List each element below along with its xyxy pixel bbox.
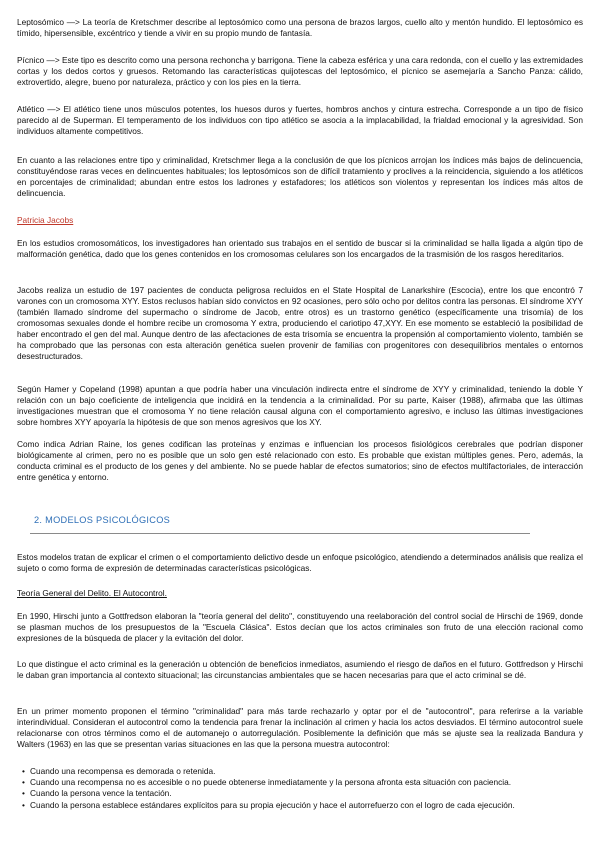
list-item: • Cuando una recompensa es demorada o retenida. (22, 766, 582, 777)
paragraph-hirschi: En 1990, Hirschi junto a Gottfredson elaboran la "teoría general del delito", constituyendo una reelaboración del control social de Hirschi de 1969, donde se plasman muchos de los presupuestos de la "Escuela Clásica". Estos decían que los actos criminales son fruto de una elección racional como expresiones de la búsqueda de placer y la evitación del dolor. (17, 611, 583, 643)
list-item: • Cuando la persona establece estándares explícitos para su propia ejecución y hace el autorrefuerzo con el logro de cada ejecución. (22, 800, 582, 811)
paragraph-distingue: Lo que distingue el acto criminal es la generación u obtención de beneficios inmediatos, asumiendo el riesgo de daños en el futuro. Gottfredson y Hirschi le daban gran importancia al contexto situacional; las circunstancias ambientales que se hacen necesarias para que el acto criminal se dé. (17, 659, 583, 680)
paragraph-relaciones: En cuanto a las relaciones entre tipo y criminalidad, Kretschmer llega a la conclusión de que los pícnicos arrojan los índices más bajos de delincuencia, constituyéndose raras veces en delincuentes habituales; los leptosómicos son de difícil tratamiento y proclives a la reincidencia, siguiendo a los atléticos en porcentajes de criminalidad; abundan entre estos los ladrones y estafadores; los atléticos son violentos y representan los índices más altos de delincuencia. (17, 155, 583, 198)
list-item: • Cuando la persona vence la tentación. (22, 788, 582, 799)
autocontrol-list (22, 766, 582, 811)
paragraph-cromosomaticos: En los estudios cromosomáticos, los investigadores han orientado sus trabajos en el sentido de buscar si la criminalidad se halla ligada a algún tipo de malformación genética, dado que los genes contenidos en los cromosomas celulares son los encargados de la trasmisión de los rasgos hereditarios. (17, 238, 583, 259)
heading-divider (30, 533, 530, 534)
paragraph-raine: Como indica Adrian Raine, los genes codifican las proteínas y enzimas e influencian los procesos fisiológicos cerebrales que podrían disponer biológicamente al crimen, pero no es posible que un solo gen esté relacionado con esto. Es probable que existan múltiples genes. Pero, además, la conducta criminal es el producto de los genes y del ambiente. No se puede hablar de efectos sumatorios; sino de efectos multifactoriales, de interacción entre genética y entorno. (17, 439, 583, 482)
section-heading: 2. MODELOS PSICOLÓGICOS (34, 515, 171, 525)
paragraph-primer-momento: En un primer momento proponen el término "criminalidad" para más tarde rechazarlo y optar por el de "autocontrol", para referirse a la variable interindividual. Consideran el autocontrol como la tendencia para frenar la inclinación al crimen y hacia los actos desviados. El término autocontrol suele relacionarse con otros términos como el de automanejo o autorregulación. Posiblemente la definición que más se ajuste sea la realizada Bandura y Walters (1963) en las que se presentan varias situaciones en las que la persona muestra autocontrol: (17, 706, 583, 749)
author-link[interactable]: Patricia Jacobs (17, 215, 74, 225)
paragraph-modelos-intro: Estos modelos tratan de explicar el crimen o el comportamiento delictivo desde un enfoque psicológico, atendiendo a determinados análisis que realiza el sujeto o como forma de expresión de determinadas características psicológicas. (17, 552, 583, 573)
list-item: • Cuando una recompensa no es accesible o no puede obtenerse inmediatamente y la persona afronta esta situación con paciencia. (22, 777, 582, 788)
paragraph-jacobs-estudio: Jacobs realiza un estudio de 197 pacientes de conducta peligrosa recluidos en el State Hospital de Lanarkshire (Escocia), entre los que encontró 7 varones con un cromosoma XYY. Estos reclusos habían sido convictos en 92 ocasiones, pero sólo ocho por delitos contra las personas. El síndrome XYY (también llamado síndrome del supermacho o síndrome de Jacob, entre otros) es un trastorno genético (específicamente una trisomía) de los cromosomas sexuales donde el hombre recibe un cromosoma Y extra, produciendo el cariotipo 47,XYY. En ese momento se estableció la posibilidad de haber encontrado el gen del mal. Aunque dentro de las afectaciones de esta trisomía se encuentra la propensión al comportamiento violento, también se ha comprobado que las personas con esta alteración genética suelen provenir de familias con progenitores con desequilibrios mentales o entornos desestructurados. (17, 285, 583, 361)
paragraph-hamer: Según Hamer y Copeland (1998) apuntan a que podría haber una vinculación indirecta entre el síndrome de XYY y criminalidad, teniendo la doble Y relación con un bajo coeficiente de inteligencia que incidirá en la tendencia a la criminalidad. Por su parte, Kaiser (1988), afirmaba que las últimas investigaciones muestran que el cromosoma Y no tiene relación causal alguna con el comportamiento agresivo, e incluso las últimas investigaciones sobre hombres XYY apoyaría la hipótesis de que son menos agresivos que los XY. (17, 384, 583, 427)
subheading: Teoría General del Delito. El Autocontrol. (17, 588, 167, 598)
paragraph-leptosomico: Leptosómico —> La teoría de Kretschmer describe al leptosómico como una persona de brazos largos, cuello alto y mentón hundido. El leptosómico es tímido, hipersensible, excéntrico y tiende a vivir en su propio mundo de fantasía. (17, 17, 583, 38)
paragraph-atletico: Atlético —> El atlético tiene unos músculos potentes, los huesos duros y fuertes, hombros anchos y cintura estrecha. Corresponde a un tipo de físico parecido al de Superman. El temperamento de los individuos con tipo atlético se asocia a la implacabilidad, la frialdad emocional y la agresividad. Son individuos altamente competitivos. (17, 104, 583, 136)
paragraph-picnico: Pícnico —> Este tipo es descrito como una persona rechoncha y barrigona. Tiene la cabeza esférica y una cara redonda, con el cuello y las extremidades cortas y los dedos cortos y gruesos. Retomando las características quijotescas del leptosómico, el pícnico se asemejaría a Sancho Panza: cálido, extrovertido, alegre, bueno por naturaleza, práctico y con los pies en la tierra. (17, 55, 583, 87)
